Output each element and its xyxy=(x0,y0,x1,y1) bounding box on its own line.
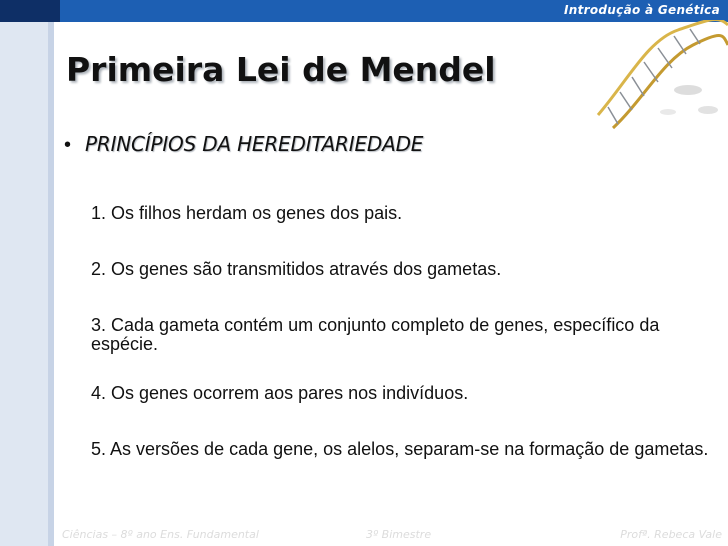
slide-title: Primeira Lei de Mendel xyxy=(66,50,496,89)
list-item: 2. Os genes são transmitidos através dos gametas. xyxy=(91,259,502,279)
bullet-icon: • xyxy=(64,134,72,156)
list-item: 1. Os filhos herdam os genes dos pais. xyxy=(91,203,403,223)
footer-term: 3º Bimestre xyxy=(366,528,432,541)
dna-helix-icon xyxy=(588,20,728,130)
header-bar-corner xyxy=(0,0,60,22)
list-item: 4. Os genes ocorrem aos pares nos indivíduos. xyxy=(91,383,469,403)
list-item: 3. Cada gameta contém um conjunto completo de genes, específico da espécie. xyxy=(91,315,660,354)
left-rail xyxy=(0,22,54,546)
footer-teacher: Profª. Rebeca Vale xyxy=(620,528,722,541)
header-label: Introdução à Genética xyxy=(564,3,720,17)
footer-course: Ciências – 8º ano Ens. Fundamental xyxy=(62,528,259,541)
list-item: 5. As versões de cada gene, os alelos, separam-se na formação de gametas. xyxy=(91,439,709,459)
header-bar xyxy=(0,0,728,22)
subtitle: PRINCÍPIOS DA HEREDITARIEDADE xyxy=(85,132,424,156)
left-rail-edge xyxy=(48,22,54,546)
subtitle-row xyxy=(64,132,423,157)
